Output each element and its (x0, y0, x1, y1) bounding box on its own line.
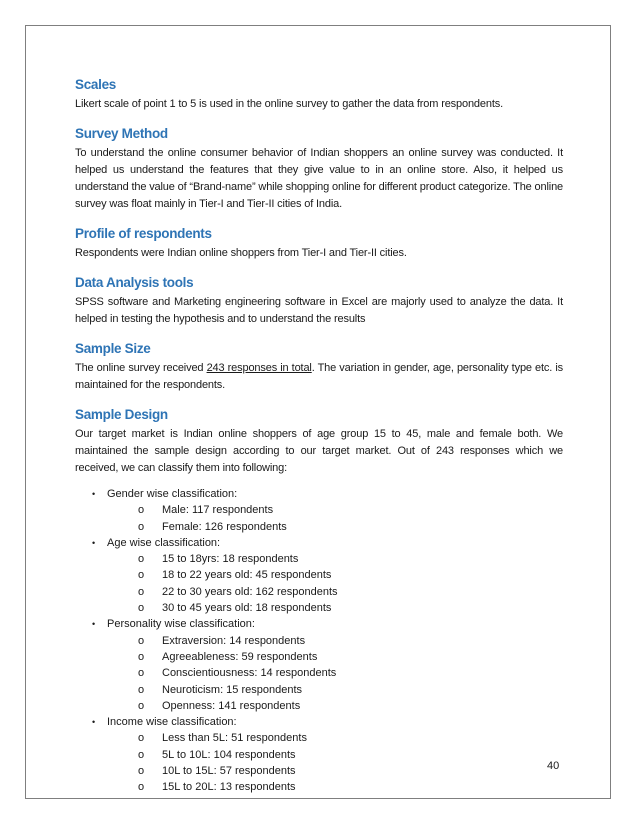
section-heading-scales: Scales (75, 77, 116, 92)
list-item: o Openness: 141 respondents (138, 698, 563, 714)
sub-bullet-icon: o (138, 553, 145, 566)
list-item: o Female: 126 respondents (138, 519, 563, 535)
bullet-icon: • (92, 619, 96, 630)
list-item: o 15L to 20L: 13 respondents (138, 779, 563, 795)
sub-bullet-icon: o (138, 650, 145, 663)
classification-gender-items (107, 502, 563, 535)
classification-label: Income wise classification: (107, 716, 237, 729)
bullet-icon: • (92, 537, 96, 548)
list-item: o Less than 5L: 51 respondents (138, 730, 563, 746)
sub-bullet-icon: o (138, 732, 145, 745)
document-body (75, 76, 563, 796)
section-heading-sample-design: Sample Design (75, 407, 168, 422)
list-item: o Neuroticism: 15 respondents (138, 682, 563, 698)
list-item: o Conscientiousness: 14 respondents (138, 665, 563, 681)
sub-bullet-icon: o (138, 504, 145, 517)
section-text-sample-design: Our target market is Indian online shoppers of age group 15 to 45, male and female both. We maintained the sample design according to our target market. Out of 243 responses which we received, we can classify them into following: (75, 428, 563, 474)
list-item: o 10L to 15L: 57 respondents (138, 763, 563, 779)
sub-bullet-icon: o (138, 634, 145, 647)
sub-bullet-icon: o (138, 699, 145, 712)
section-text-tools: SPSS software and Marketing engineering software in Excel are majorly used to analyze the data. It helped in testing the hypothesis and to understand the results (75, 296, 563, 325)
classification-label: Age wise classification: (107, 536, 221, 549)
sub-bullet-icon: o (138, 748, 145, 761)
sample-size-text-start: The online survey received (75, 362, 207, 374)
section-text-sample-size (75, 360, 563, 394)
classification-label: Personality wise classification: (107, 618, 255, 631)
classification-gender (92, 486, 563, 535)
sample-size-text-end: . The variation in gender, age, personality type etc. is maintained for the respondents. (75, 362, 564, 391)
section-heading-sample-size: Sample Size (75, 341, 151, 356)
sub-bullet-icon: o (138, 585, 145, 598)
list-item: o Agreeableness: 59 respondents (138, 649, 563, 665)
bullet-icon: • (92, 717, 96, 728)
list-item: o 22 to 30 years old: 162 respondents (138, 584, 563, 600)
section-heading-survey-method: Survey Method (75, 126, 168, 141)
section-heading-tools: Data Analysis tools (75, 275, 194, 290)
list-item: o 30 to 45 years old: 18 respondents (138, 600, 563, 616)
classification-age (92, 535, 563, 616)
section-text-profile: Respondents were Indian online shoppers from Tier-I and Tier-II cities. (75, 247, 407, 259)
sub-bullet-icon: o (138, 781, 145, 794)
list-item: o 5L to 10L: 104 respondents (138, 747, 563, 763)
section-text-survey-method: To understand the online consumer behavior of Indian shoppers an online survey was conducted. It helped us understand the features that they give value to in an online store. Also, it helped us understand the value of “Brand-name” while shopping online for different product categorize. The online survey was float mainly in Tier-I and Tier-II cities of India. (75, 147, 564, 210)
sub-bullet-icon: o (138, 765, 145, 778)
classification-personality (92, 616, 563, 714)
list-item: o Extraversion: 14 respondents (138, 633, 563, 649)
bullet-icon: • (92, 489, 96, 499)
section-text-scales: Likert scale of point 1 to 5 is used in the online survey to gather the data from respondents. (75, 98, 503, 110)
classification-label: Gender wise classification: (107, 488, 238, 500)
classification-income (92, 714, 563, 795)
classification-income-items (107, 730, 563, 795)
page-number: 40 (547, 760, 560, 772)
list-item: o 15 to 18yrs: 18 respondents (138, 551, 563, 567)
list-item: o 18 to 22 years old: 45 respondents (138, 567, 563, 583)
sub-bullet-icon: o (138, 569, 145, 582)
sub-bullet-icon: o (138, 520, 145, 533)
classification-personality-items (107, 633, 563, 714)
sub-bullet-icon: o (138, 667, 145, 680)
sub-bullet-icon: o (138, 602, 145, 615)
sub-bullet-icon: o (138, 683, 145, 696)
list-item: o Male: 117 respondents (138, 502, 563, 518)
sample-size-total-responses: 243 responses in total (206, 362, 312, 374)
section-heading-profile: Profile of respondents (75, 226, 212, 241)
classification-age-items (107, 551, 563, 616)
classification-list (75, 486, 563, 796)
